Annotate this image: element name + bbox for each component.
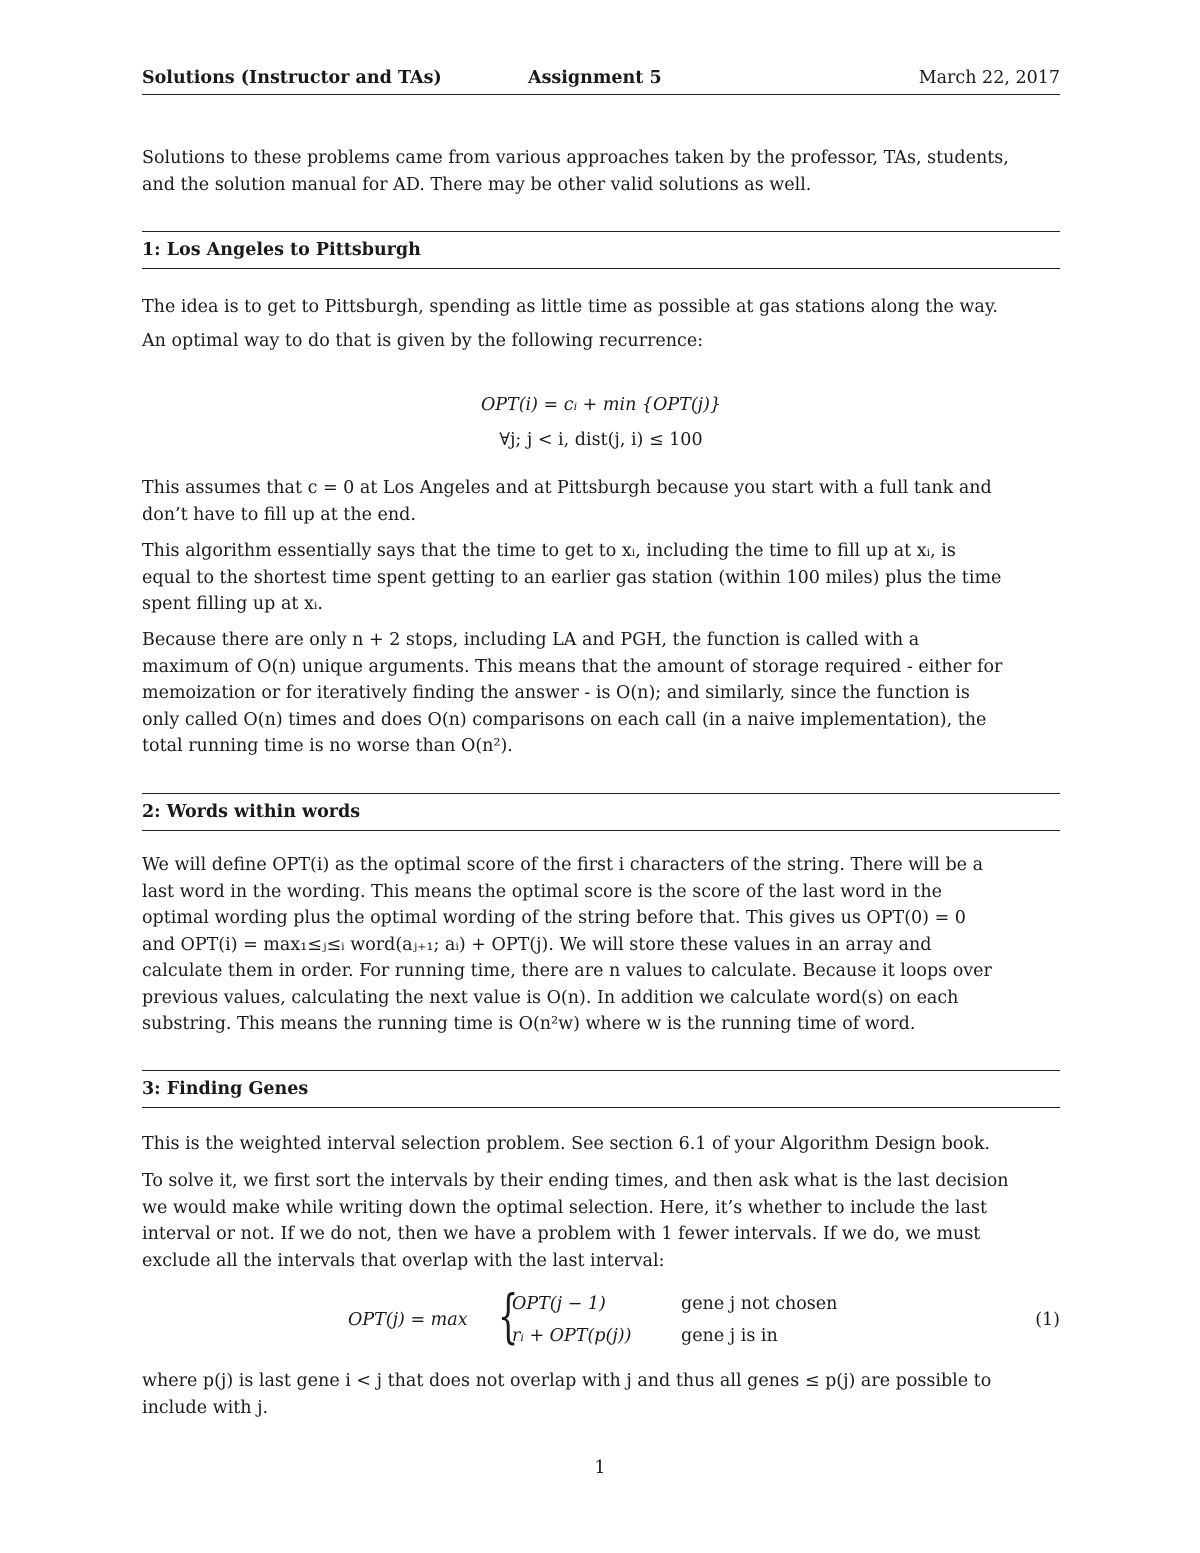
section-heading-2 [142,793,1060,831]
section-title: 1: Los Angeles to Pittsburgh [142,240,421,260]
s1-paragraph: This assumes that c = 0 at Los Angeles and at Pittsburgh because you start with a full tank and don’t have to fill up at the end. [142,478,992,525]
s1-paragraph: This algorithm essentially says that the time to get to xᵢ, including the time to fill up at xᵢ, is equal to the shortest time spent getting to an earlier gas station (within 100 miles) plus the time spent filling up at xᵢ. [142,541,1002,614]
case2-expression: rᵢ + OPT(p(j)) [512,1326,632,1346]
case1-description: gene j not chosen [681,1294,838,1314]
intro-line: Solutions to these problems came from various approaches taken by the professor, TAs, students, [142,148,1009,168]
header-left: Solutions (Instructor and TAs) [142,68,442,88]
section-title: 3: Finding Genes [142,1079,309,1099]
s3-paragraph: where p(j) is last gene i < j that does not overlap with j and thus all genes ≤ p(j) are possible to include with j. [142,1371,992,1418]
s1-paragraph: The idea is to get to Pittsburgh, spending as little time as possible at gas stations along the way. [142,297,998,317]
header-date: March 22, 2017 [918,68,1060,88]
equation-number: (1) [1035,1310,1060,1330]
recurrence-line-2: ∀j; j < i, dist(j, i) ≤ 100 [499,430,703,450]
s3-paragraph: This is the weighted interval selection problem. See section 6.1 of your Algorithm Design book. [142,1134,991,1154]
section-title: 2: Words within words [142,802,361,822]
intro-line: and the solution manual for AD. There may be other valid solutions as well. [142,174,812,195]
page-number: 1 [594,1458,606,1478]
case1-expression: OPT(j − 1) [512,1294,606,1314]
running-header [142,68,1060,95]
left-brace: { [498,1282,519,1350]
section-heading-3 [142,1070,1060,1108]
s1-paragraph: Because there are only n + 2 stops, including LA and PGH, the function is called with a maximum of O(n) unique arguments. This means that the amount of storage required - either for memoization or for iteratively finding the answer - is O(n); and similarly, since the function is only called O(n) times and does O(n) comparisons on each call (in a naive implementation), the total running time is no worse than O(n²). [142,630,1003,756]
s2-paragraph: We will define OPT(i) as the optimal score of the first i characters of the string. There will be a last word in the wording. This means the optimal score is the score of the last word in the optimal wording plus the optimal wording of the string before that. This gives us OPT(0) = 0 and OPT(i) = max₁≤ⱼ≤ᵢ word(aⱼ₊₁; aᵢ) + OPT(j). We will store these values in an array and calculate them in order. For running time, there are n values to calculate. Because it loops over previous values, calculating the next value is O(n). In addition we calculate word(s) on each substring. This means the running time is O(n²w) where w is the running time of word. [142,855,992,1034]
recurrence-line-1: OPT(i) = cᵢ + min {OPT(j)} [480,395,722,415]
genes-recurrence [348,1282,1060,1350]
eq-lhs: OPT(j) = max [348,1310,468,1330]
section-heading-1 [142,231,1060,269]
header-assignment: Assignment 5 [528,68,662,88]
s3-paragraph: To solve it, we first sort the intervals by their ending times, and then ask what is the last decision we would make while writing down the optimal selection. Here, it’s whether to include the last interval or not. If we do not, then we have a problem with 1 fewer intervals. If we do, we must exclude all the intervals that overlap with the last interval: [142,1171,1009,1271]
intro-paragraph [142,145,1060,198]
case2-description: gene j is in [681,1326,778,1346]
s1-paragraph: An optimal way to do that is given by the following recurrence: [142,331,704,351]
